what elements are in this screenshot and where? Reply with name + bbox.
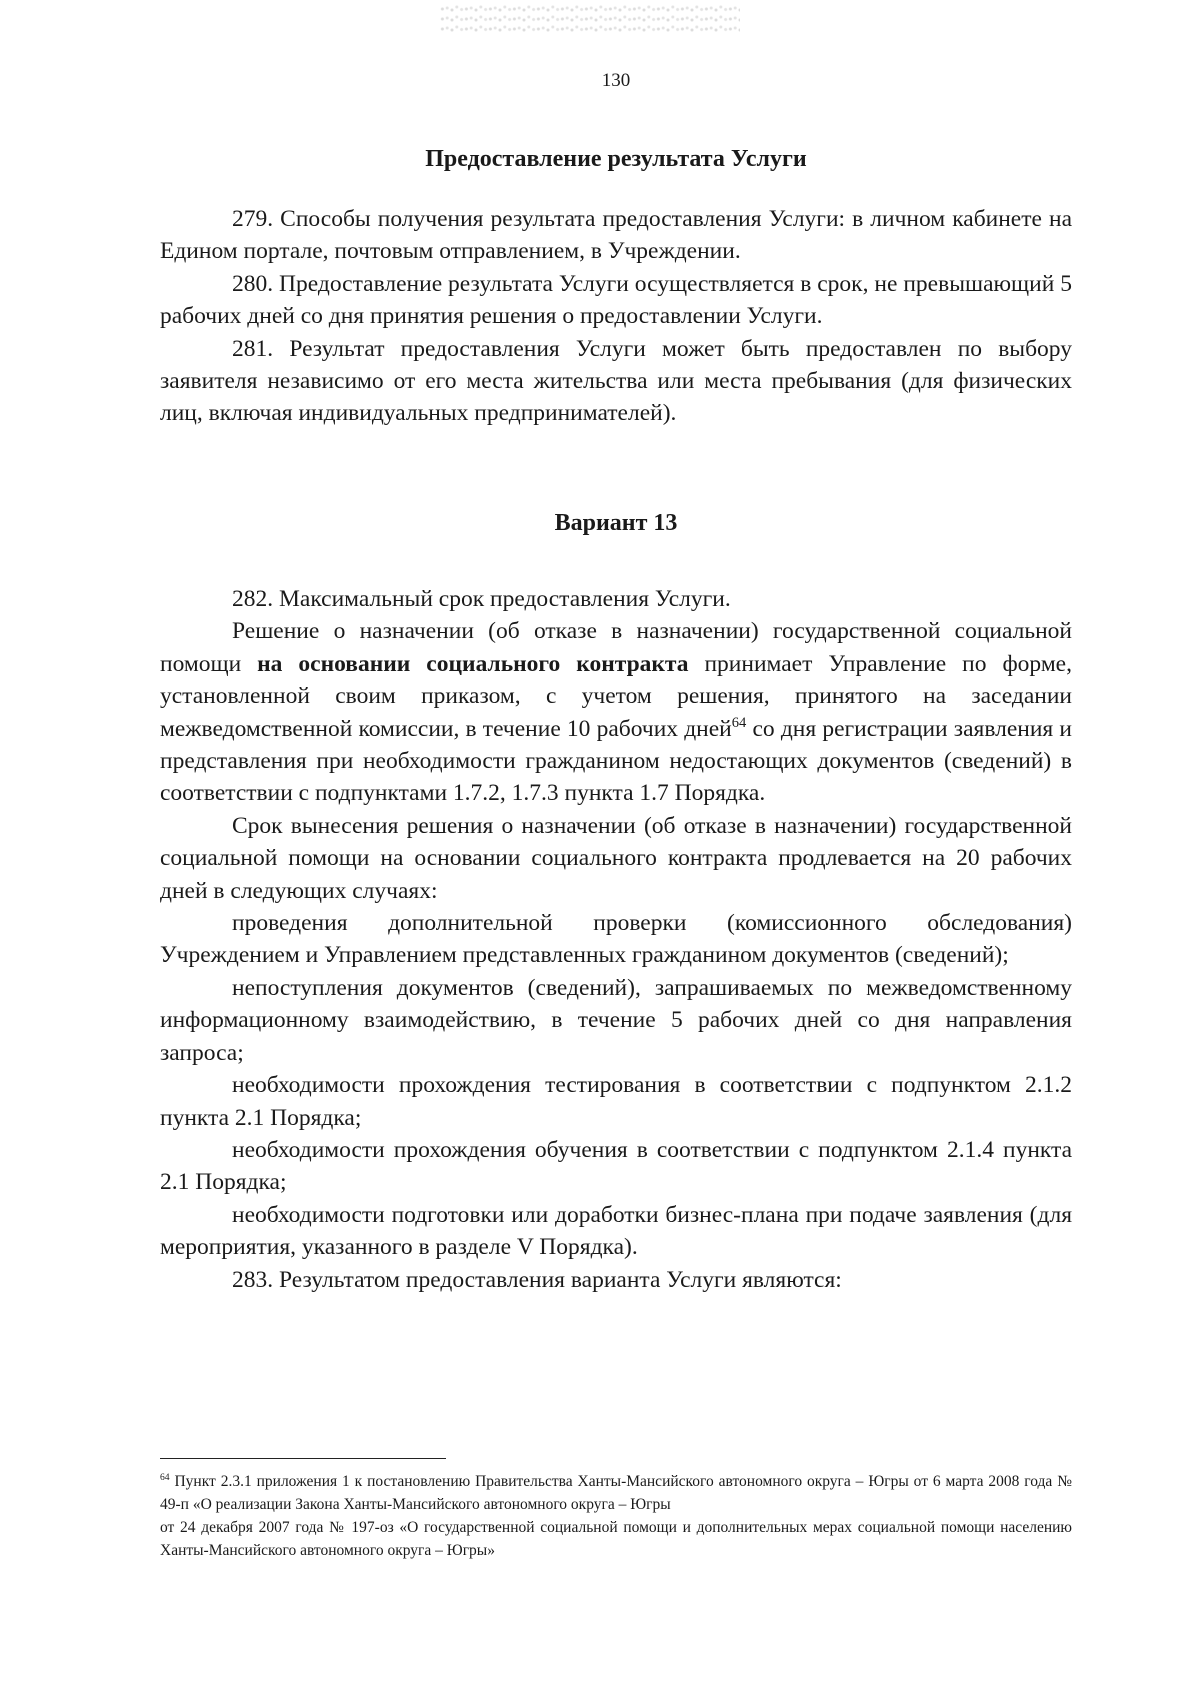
section-body-variant [160, 583, 1072, 1296]
decision-text-middle: принимает Управление по форме, установленной своим приказом, с учетом решения, принятого на заседании межведомственной комиссии, в течение 10 рабочих дней [160, 650, 1072, 742]
page-number: 130 [601, 70, 631, 91]
paragraph-case-testing: необходимости прохождения тестирования в соответствии с подпунктом 2.1.2 пункта 2.1 Порядка; [160, 1072, 1072, 1131]
section-title: Предоставление результата Услуги [425, 146, 807, 172]
footnote-number: 64 [160, 1471, 170, 1483]
paragraph-decision [160, 615, 1072, 809]
paragraph-283: 283. Результатом предоставления варианта Услуги являются: [232, 1266, 842, 1293]
footnote-reference: 64 [731, 714, 747, 731]
paragraph-extension: Срок вынесения решения о назначении (об отказе в назначении) государственной социальной помощи на основании социального контракта продлевается на 20 рабочих дней в следующих случаях: [160, 812, 1072, 904]
footnote-line-1 [160, 1470, 1072, 1516]
paragraph-281: 281. Результат предоставления Услуги может быть предоставлен по выбору заявителя независимо от его места жительства или места пребывания (для физических лиц, включая индивидуальных предпринимателей). [160, 335, 1072, 427]
paragraph-282: 282. Максимальный срок предоставления Услуги. [232, 586, 731, 612]
section-body-result [160, 203, 1072, 430]
scan-artifact [440, 4, 740, 34]
paragraph-case-business-plan: необходимости подготовки или доработки бизнес-плана при подаче заявления (для мероприятия, указанного в разделе V Порядка). [160, 1201, 1072, 1261]
paragraph-case-verification: проведения дополнительной проверки (комиссионного обследования) Учреждением и Управлением представленных гражданином документов (сведений); [160, 910, 1072, 969]
decision-text-start: Решение о назначении (об отказе в назначении) государственной социальной помощи [160, 618, 1072, 677]
paragraph-279: 279. Способы получения результата предоставления Услуги: в личном кабинете на Едином портале, почтовым отправлением, в Учреждении. [160, 206, 1072, 265]
paragraph-case-training: необходимости прохождения обучения в соответствии с подпунктом 2.1.4 пункта 2.1 Порядка; [160, 1136, 1072, 1196]
decision-text-end: со дня регистрации заявления и представления при необходимости гражданином недостающих документов (сведений) в соответствии с подпунктами 1.7.2, 1.7.3 пункта 1.7 Порядка. [160, 715, 1072, 807]
footnote-block [160, 1470, 1072, 1562]
footnote-divider [160, 1458, 446, 1459]
decision-bold-text: на основании социального контракта [257, 650, 689, 677]
paragraph-280: 280. Предоставление результата Услуги осуществляется в срок, не превышающий 5 рабочих дней со дня принятия решения о предоставлении Услуги. [160, 270, 1072, 330]
footnote-line-2: от 24 декабря 2007 года № 197-оз «О государственной социальной помощи и дополнительных мерах социальной помощи населению Ханты-Мансийского автономного округа – Югры» [160, 1519, 1072, 1559]
paragraph-case-documents: непоступления документов (сведений), запрашиваемых по межведомственному информационному взаимодействию, в течение 5 рабочих дней со дня направления запроса; [160, 974, 1072, 1066]
variant-title: Вариант 13 [554, 510, 678, 536]
footnote-text-1: Пункт 2.3.1 приложения 1 к постановлению Правительства Ханты-Мансийского автономного округа – Югры от 6 марта 2008 года № 49-п «О реализации Закона Ханты-Мансийского автономного округа – Югры [160, 1473, 1072, 1513]
